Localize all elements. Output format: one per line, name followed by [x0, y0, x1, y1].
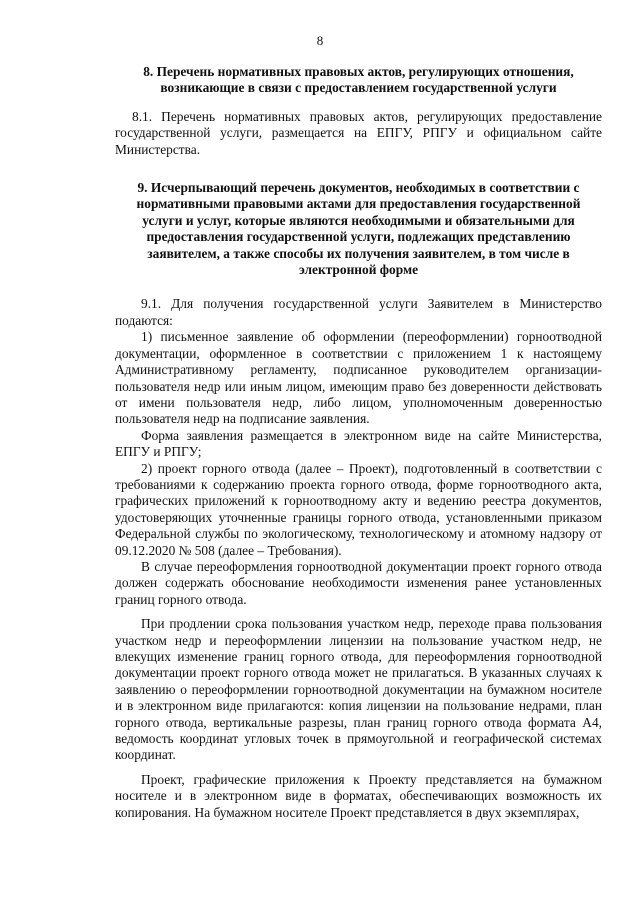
- paragraph-8-1: 8.1. Перечень нормативных правовых актов, регулирующих предоставление государственной услуги, размещается на ЕПГУ, РПГУ и официальном сайте Министерства.: [115, 108, 602, 157]
- paragraph-project-format: Проект, графические приложения к Проекту представляется на бумажном носителе и в электронном виде в форматах, обеспечивающих возможность их копирования. На бумажном носителе Проект представляется в двух экземплярах,: [115, 771, 602, 820]
- section-9-heading: 9. Исчерпывающий перечень документов, необходимых в соответствии с нормативными правовыми актами для предоставления государственной услуги и услуг, которые являются необходимыми и обязательными для предоставления государственной услуги, подлежащих представлению заявителем, а также способы их получения заявителем, в том числе в электронной форме: [136, 180, 581, 278]
- page-number: 8: [316, 33, 324, 48]
- paragraph-extension: При продлении срока пользования участком недр, переходе права пользования участком недр и переоформлении лицензии на пользование участком недр, не влекущих изменение границ горного отвода, для переоформления горноотводной документации проект горного отвода может не прилагаться. В указанных случаях к заявлению о переоформлении горноотводной документации на бумажном носителе и в электронном виде прилагаются: копия лицензии на пользование недрами, план горного отвода, вертикальные разрезы, план границ горного отвода формата А4, ведомость координат угловых точек в прямоугольной и географической системах координат.: [115, 616, 602, 763]
- paragraph-item-2: 2) проект горного отвода (далее – Проект), подготовленный в соответствии с требованиями к содержанию проекта горного отвода, форме горноотводного акта, графических приложений к горноотводному акту и ведению реестра документов, удостоверяющих уточненные границы горного отвода, установленными приказом Федеральной службы по экологическому, технологическому и атомному надзору от 09.12.2020 № 508 (далее – Требования).: [115, 460, 602, 558]
- paragraph-item-1: 1) письменное заявление об оформлении (переоформлении) горноотводной документации, оформленное в соответствии с приложением 1 к настоящему Административному регламенту, подписанное руководителем организации-пользователя недр или иным лицом, имеющим право без доверенности действовать от имени пользователя недр, либо лицом, уполномоченным доверенностью пользователя недр на подписание заявления.: [115, 329, 602, 427]
- paragraph-form-note: Форма заявления размещается в электронном виде на сайте Министерства, ЕПГУ и РПГУ;: [115, 427, 602, 460]
- section-8-heading: 8. Перечень нормативных правовых актов, регулирующих отношения, возникающие в связи с предоставлением государственной услуги: [143, 64, 574, 96]
- paragraph-9-1: 9.1. Для получения государственной услуги Заявителем в Министерство подаются:: [115, 296, 602, 328]
- paragraph-reissue: В случае переоформления горноотводной документации проект горного отвода должен содержать обоснование необходимости изменения ранее установленных границ горного отвода.: [115, 558, 602, 607]
- document-body: [115, 64, 602, 821]
